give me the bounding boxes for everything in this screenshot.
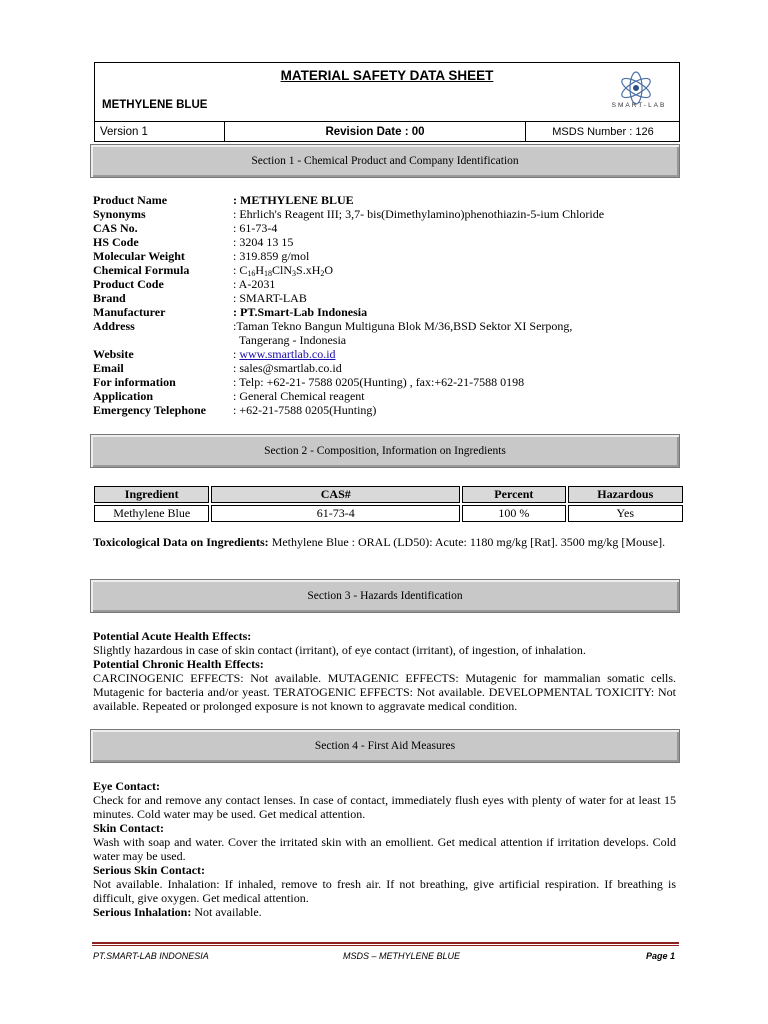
field-value: : www.smartlab.co.id [233,347,336,361]
table-header: Ingredient [94,486,209,503]
field-label: Synonyms [93,207,146,221]
version-cell: Version 1 [100,126,148,138]
field-value: :Taman Tekno Bangun Multiguna Blok M/36,BSD Sektor XI Serpong, [233,319,573,333]
field-label: Website [93,347,134,361]
footer-divider-thin [92,945,679,946]
table-cell: 61-73-4 [211,505,460,522]
table-cell: Methylene Blue [94,505,209,522]
table-header: CAS# [211,486,460,503]
toxicological-data [93,535,676,549]
section-4-title: Section 4 - First Aid Measures [314,740,456,752]
field-value: : +62-21-7588 0205(Hunting) [233,403,377,417]
field-label: Molecular Weight [93,249,185,263]
serious-inhalation [93,905,676,919]
acute-effects-text: Slightly hazardous in case of skin contact (irritant), of eye contact (irritant), of ingestion, of inhalation. [93,643,586,657]
document-title: MATERIAL SAFETY DATA SHEET [280,68,494,83]
table-header: Hazardous [568,486,683,503]
field-label: For information [93,375,176,389]
serious-inhalation-label: Serious Inhalation: [93,905,192,919]
table-header: Percent [462,486,565,503]
field-value: : SMART-LAB [233,291,307,305]
field-value: : Telp: +62-21- 7588 0205(Hunting) , fax:+62-21-7588 0198 [233,375,525,389]
skin-contact-label [93,821,676,835]
acute-label: Potential Acute Health Effects: [93,629,252,643]
skin-contact-text: Wash with soap and water. Cover the irritated skin with an emollient. Get medical attention if irritation develops. Cold water may be used. [93,835,676,863]
field-value: : METHYLENE BLUE [233,193,354,207]
chronic-effects-label [93,657,676,671]
field-value: : 319.859 g/mol [233,249,310,263]
chronic-label: Potential Chronic Health Effects: [93,657,264,671]
field-label: Product Name [93,193,168,207]
field-value: : $C_{16}H_{18}ClN_3S.xH_2O$ [233,263,334,278]
field-value: : Ehrlich's Reagent III; 3,7- bis(Dimethylamino)phenothiazin-5-ium Chloride [233,207,605,221]
field-value: : sales@smartlab.co.id [233,361,342,375]
tox-label: Toxicological Data on Ingredients: [93,535,269,549]
table-cell: Yes [568,505,683,522]
table-header-row [94,486,683,503]
smart-lab-logo [600,62,678,120]
field-label: Brand [93,291,126,305]
field-label: Address [93,319,135,333]
tox-text: Methylene Blue : ORAL (LD50): Acute: 1180 mg/kg [Rat]. 3500 mg/kg [Mouse]. [268,535,666,549]
eye-contact-text: Check for and remove any contact lenses. In case of contact, immediately flush eyes with plenty of water for at least 15 minutes. Cold water may be used. Get medical attention. [93,793,676,821]
field-value: Tangerang - Indonesia [239,333,347,347]
field-label: HS Code [93,235,139,249]
field-value: : 3204 13 15 [233,235,294,249]
field-value: : A-2031 [233,277,276,291]
serious-skin-text: Not available. Inhalation: If inhaled, remove to fresh air. If not breathing, give artificial respiration. If breathing is difficult, give oxygen. Get medical attention. [93,877,676,905]
eye-contact-label [93,779,676,793]
eye-label: Eye Contact: [93,779,160,793]
field-label: CAS No. [93,221,138,235]
serious-skin-label [93,863,676,877]
field-value: : PT.Smart-Lab Indonesia [233,305,368,319]
ingredients-table [92,484,685,524]
chronic-effects-text: CARCINOGENIC EFFECTS: Not available. MUTAGENIC EFFECTS: Mutagenic for mammalian somatic cells. Mutagenic for bacteria and/or yeast. TERATOGENIC EFFECTS: Not available. DEVELOPMENTAL TOXICITY: Not available. Repeated or prolonged exposure is not known to aggravate medical condition. [93,671,676,713]
header-product-name: METHYLENE BLUE [102,99,208,111]
field-label: Emergency Telephone [93,403,206,417]
footer-divider [92,942,679,944]
section-4-header [90,729,680,763]
msds-number-cell: MSDS Number : 126 [552,126,654,138]
section-1-title: Section 1 - Chemical Product and Company Identification [251,155,519,167]
logo-text: SMART-LAB [611,102,667,109]
field-label: Email [93,361,124,375]
field-value: : General Chemical reagent [233,389,365,403]
section-2-title: Section 2 - Composition, Information on Ingredients [264,445,506,457]
website-link[interactable]: www.smartlab.co.id [239,347,336,361]
footer-document: MSDS – METHYLENE BLUE [343,951,461,961]
section-3-header [90,579,680,613]
serious-skin-label-text: Serious Skin Contact: [93,863,206,877]
field-label: Chemical Formula [93,263,190,277]
section-3-title: Section 3 - Hazards Identification [307,590,463,602]
section-1-header [90,144,680,178]
skin-label: Skin Contact: [93,821,165,835]
table-row [94,505,683,522]
field-label: Product Code [93,277,164,291]
field-label: Manufacturer [93,305,166,319]
serious-inhalation-text: Not available. [191,905,262,919]
table-cell: 100 % [462,505,565,522]
acute-effects-label [93,629,676,643]
footer-company: PT.SMART-LAB INDONESIA [93,951,209,961]
field-label: Application [93,389,154,403]
section-2-header [90,434,680,468]
revision-date-cell: Revision Date : 00 [325,126,425,138]
field-value: : 61-73-4 [233,221,278,235]
footer-page-number: Page 1 [646,951,676,961]
